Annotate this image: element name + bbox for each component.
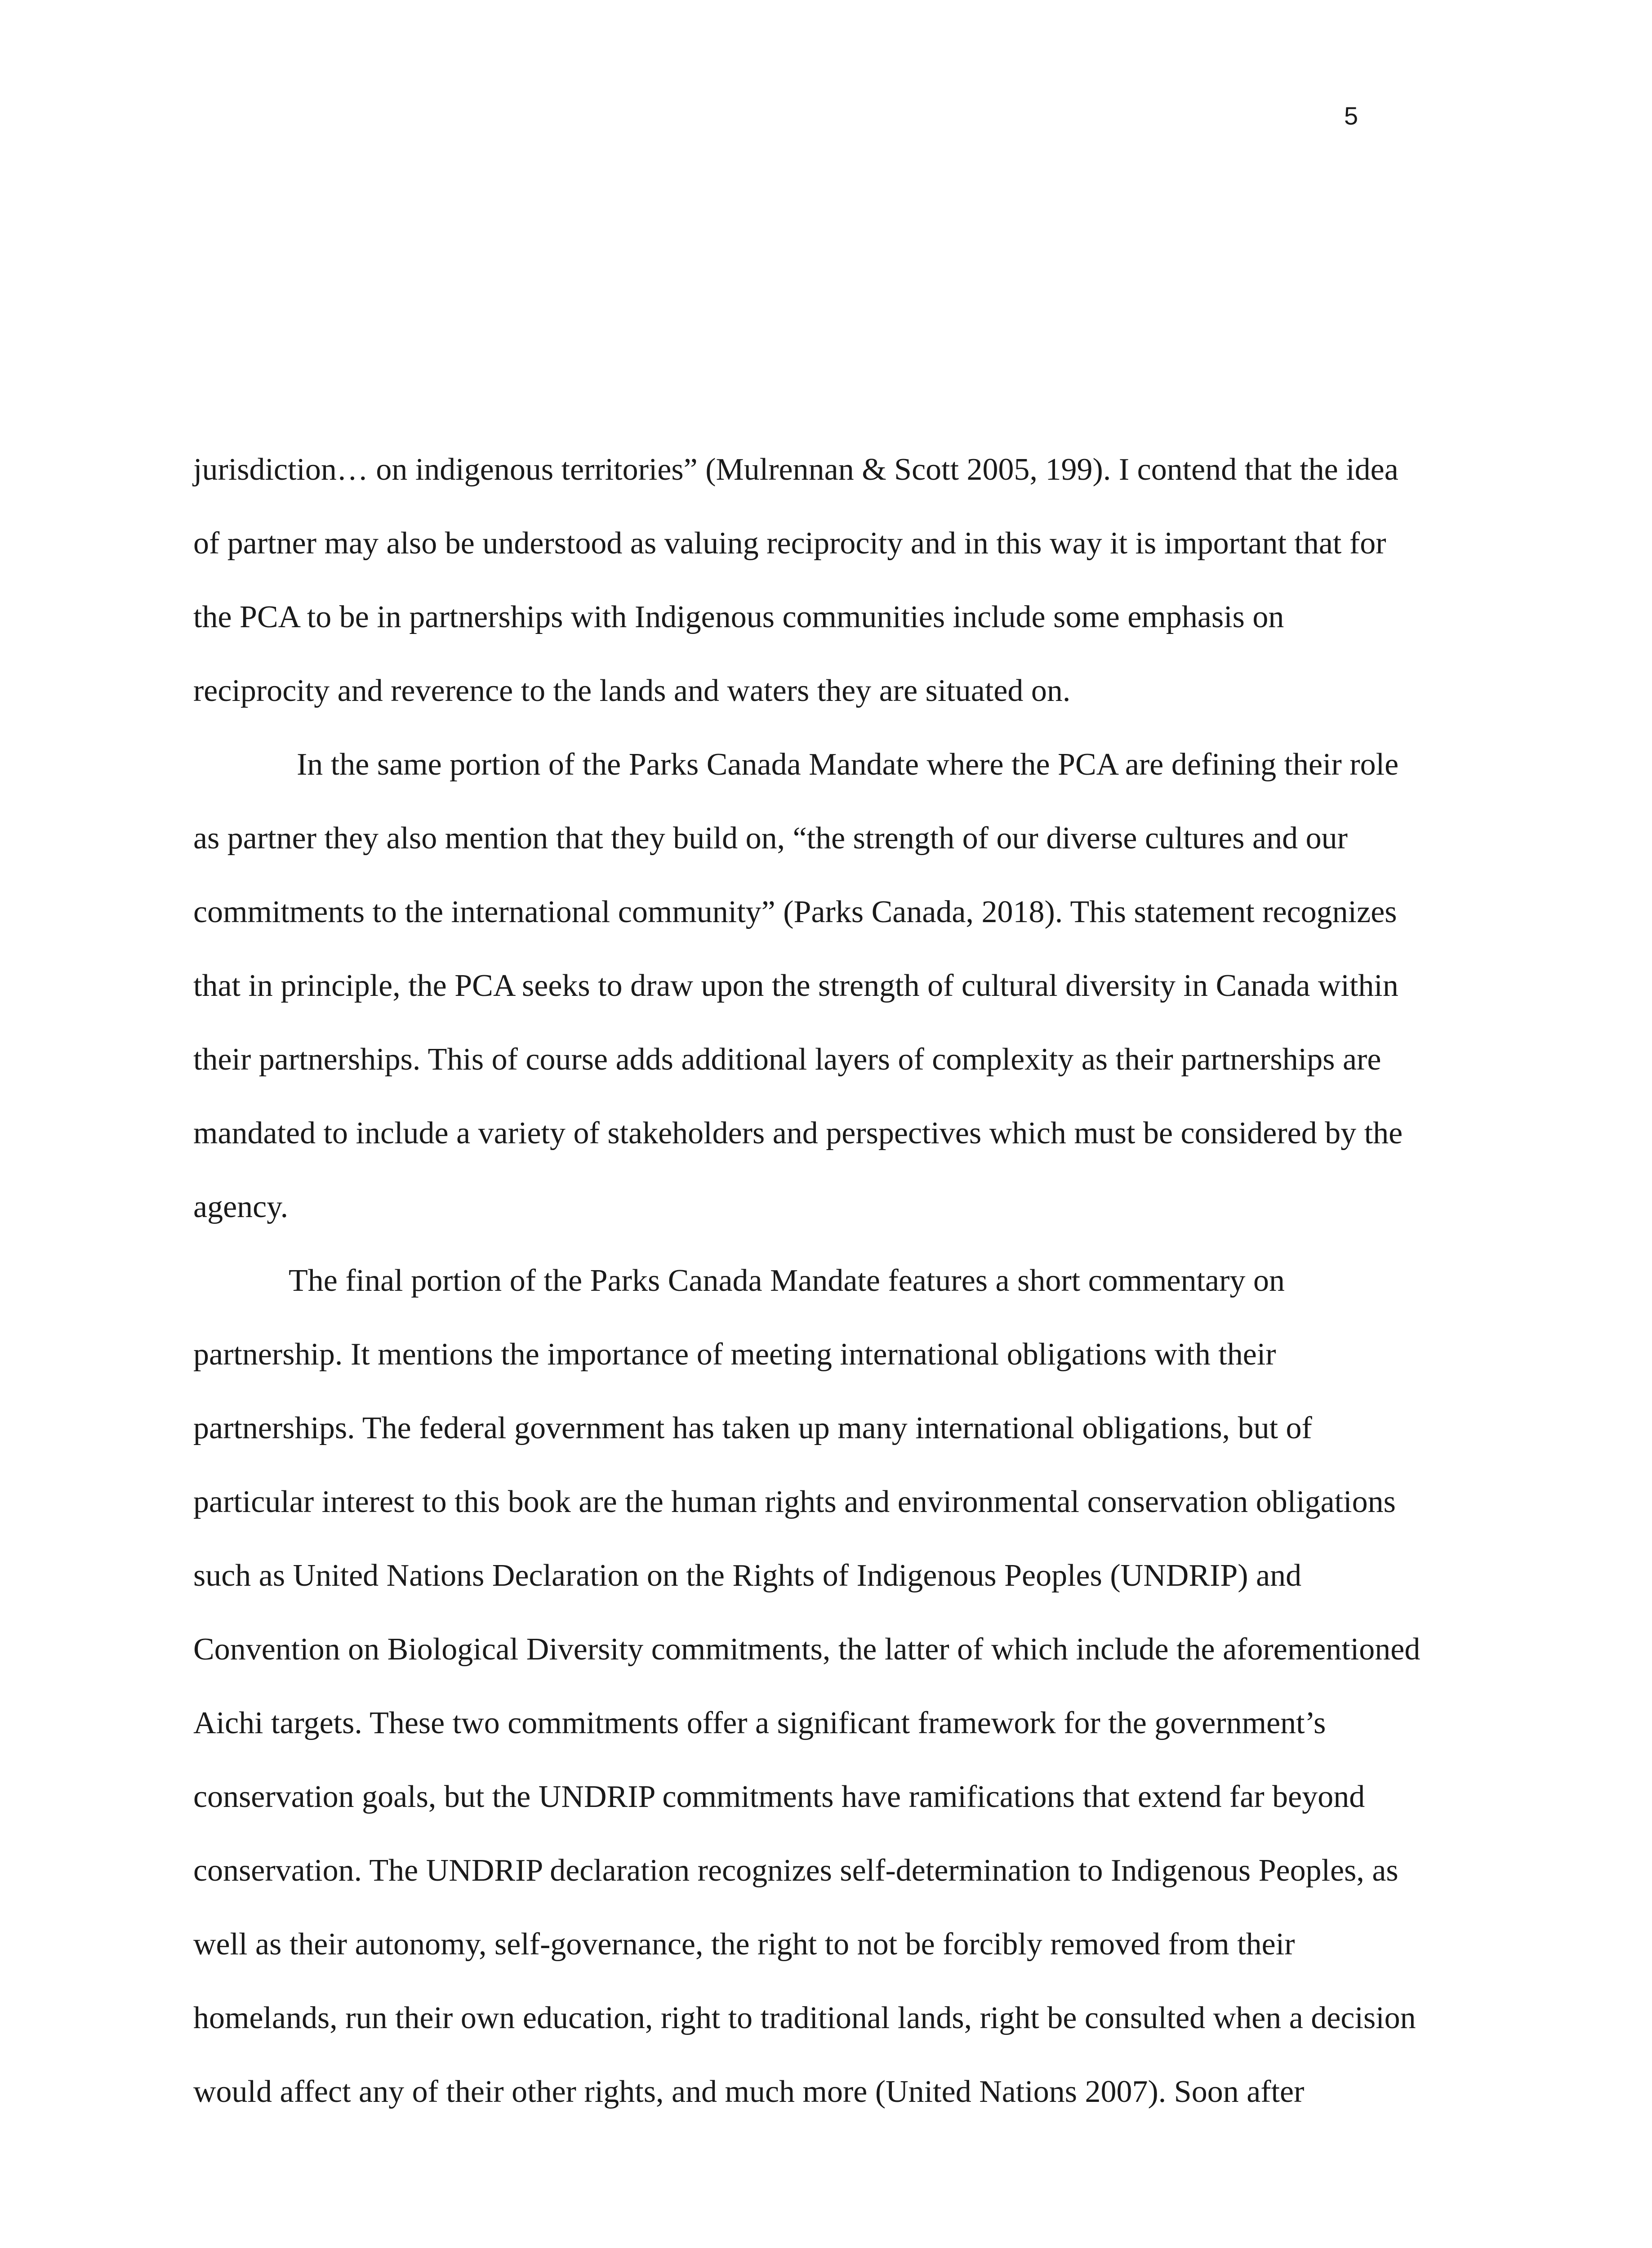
paragraph-first-line: In the same portion of the Parks Canada Mandate where the PCA are defining their role: [297, 747, 1399, 782]
text-line: particular interest to this book are the human rights and environmental conservation obligations: [193, 1485, 1396, 1519]
text-line: would affect any of their other rights, and much more (United Nations 2007). Soon after: [193, 2074, 1305, 2109]
paragraph-first-line: The final portion of the Parks Canada Mandate features a short commentary on: [289, 1263, 1285, 1298]
text-line: Convention on Biological Diversity commitments, the latter of which include the aforementioned: [193, 1632, 1420, 1667]
text-line: commitments to the international community” (Parks Canada, 2018). This statement recognizes: [193, 895, 1397, 929]
text-line: agency.: [193, 1190, 289, 1224]
text-line: as partner they also mention that they build on, “the strength of our diverse cultures and our: [193, 821, 1348, 856]
text-line: such as United Nations Declaration on the Rights of Indigenous Peoples (UNDRIP) and: [193, 1558, 1302, 1593]
text-line: jurisdiction… on indigenous territories” (Mulrennan & Scott 2005, 199). I contend that the idea: [193, 452, 1398, 487]
text-line: their partnerships. This of course adds additional layers of complexity as their partnerships are: [193, 1042, 1381, 1077]
text-line: reciprocity and reverence to the lands and waters they are situated on.: [193, 674, 1071, 708]
text-line: of partner may also be understood as valuing reciprocity and in this way it is important that for: [193, 526, 1386, 561]
page-number: 5: [1344, 102, 1358, 130]
text-line: homelands, run their own education, right to traditional lands, right be consulted when a decision: [193, 2001, 1416, 2035]
text-line: that in principle, the PCA seeks to draw upon the strength of cultural diversity in Canada within: [193, 968, 1398, 1003]
text-line: partnership. It mentions the importance of meeting international obligations with their: [193, 1337, 1276, 1372]
text-line: conservation. The UNDRIP declaration recognizes self-determination to Indigenous Peoples, as: [193, 1853, 1398, 1888]
text-line: partnerships. The federal government has taken up many international obligations, but of: [193, 1411, 1312, 1445]
text-line: Aichi targets. These two commitments offer a significant framework for the government’s: [193, 1706, 1326, 1740]
body-text: [193, 433, 1456, 2129]
text-line: well as their autonomy, self-governance, the right to not be forcibly removed from their: [193, 1927, 1295, 1962]
text-line: conservation goals, but the UNDRIP commitments have ramifications that extend far beyond: [193, 1780, 1365, 1814]
text-line: the PCA to be in partnerships with Indigenous communities include some emphasis on: [193, 600, 1284, 634]
text-line: mandated to include a variety of stakeholders and perspectives which must be considered by the: [193, 1116, 1403, 1151]
